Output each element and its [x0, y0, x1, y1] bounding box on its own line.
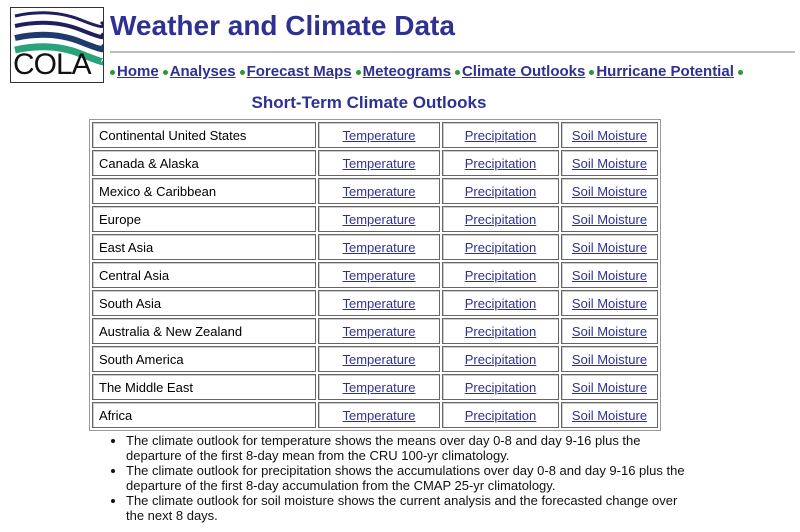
cell	[442, 402, 559, 428]
cell	[561, 206, 658, 232]
cell	[442, 122, 559, 148]
temperature-link[interactable]: Temperature	[342, 211, 416, 227]
cell	[561, 234, 658, 260]
soil-moisture-link[interactable]: Soil Moisture	[571, 407, 648, 423]
region-name: Central Asia	[92, 262, 316, 288]
soil-moisture-link[interactable]: Soil Moisture	[571, 379, 648, 395]
cell	[442, 150, 559, 176]
cell	[442, 178, 559, 204]
cell	[318, 122, 440, 148]
table-row	[92, 150, 658, 176]
outlooks-table	[89, 119, 661, 431]
region-name: Europe	[92, 206, 316, 232]
divider	[110, 51, 795, 53]
table-row	[92, 374, 658, 400]
cell	[561, 262, 658, 288]
cell	[318, 374, 440, 400]
notes-list	[108, 433, 686, 523]
bullet-icon	[163, 70, 168, 75]
bullet-icon	[738, 70, 743, 75]
temperature-link[interactable]: Temperature	[342, 239, 416, 255]
cell	[442, 318, 559, 344]
temperature-link[interactable]: Temperature	[342, 323, 416, 339]
bullet-icon	[356, 70, 361, 75]
cell	[318, 262, 440, 288]
precipitation-link[interactable]: Precipitation	[464, 379, 537, 395]
temperature-link[interactable]: Temperature	[342, 295, 416, 311]
nav-link-climate-outlooks[interactable]: Climate Outlooks	[461, 63, 586, 80]
cell	[318, 346, 440, 372]
page-title: Short-Term Climate Outlooks	[251, 93, 487, 112]
cell	[561, 150, 658, 176]
precipitation-link[interactable]: Precipitation	[464, 323, 537, 339]
table-row	[92, 178, 658, 204]
precipitation-link[interactable]: Precipitation	[464, 239, 537, 255]
nav-link-home[interactable]: Home	[117, 63, 159, 80]
temperature-link[interactable]: Temperature	[342, 267, 416, 283]
cell	[561, 346, 658, 372]
cell	[318, 402, 440, 428]
bullet-icon	[589, 70, 594, 75]
nav-link-forecast-maps[interactable]: Forecast Maps	[246, 63, 352, 80]
soil-moisture-link[interactable]: Soil Moisture	[571, 267, 648, 283]
region-name: East Asia	[92, 234, 316, 260]
bullet-icon	[110, 70, 115, 75]
cell	[318, 150, 440, 176]
region-name: South Asia	[92, 290, 316, 316]
soil-moisture-link[interactable]: Soil Moisture	[571, 127, 648, 143]
cell	[561, 374, 658, 400]
table-row	[92, 234, 658, 260]
cell	[561, 318, 658, 344]
region-name: Mexico & Caribbean	[92, 178, 316, 204]
nav-link-meteograms[interactable]: Meteograms	[362, 63, 451, 80]
cell	[318, 290, 440, 316]
region-name: Africa	[92, 402, 316, 428]
table-row	[92, 290, 658, 316]
cell	[318, 178, 440, 204]
precipitation-link[interactable]: Precipitation	[464, 183, 537, 199]
cell	[442, 374, 559, 400]
region-name: South America	[92, 346, 316, 372]
temperature-link[interactable]: Temperature	[342, 183, 416, 199]
cell	[318, 318, 440, 344]
nav-link-hurricane-potential[interactable]: Hurricane Potential	[596, 63, 734, 80]
cell	[561, 402, 658, 428]
soil-moisture-link[interactable]: Soil Moisture	[571, 351, 648, 367]
precipitation-link[interactable]: Precipitation	[464, 211, 537, 227]
bullet-icon	[455, 70, 460, 75]
soil-moisture-link[interactable]: Soil Moisture	[571, 155, 648, 171]
cell	[442, 346, 559, 372]
precipitation-link[interactable]: Precipitation	[464, 351, 537, 367]
logo-text: COLA	[13, 48, 91, 81]
cell	[442, 234, 559, 260]
cell	[561, 290, 658, 316]
site-title: Weather and Climate Data	[110, 10, 455, 41]
temperature-link[interactable]: Temperature	[342, 155, 416, 171]
cell	[561, 178, 658, 204]
soil-moisture-link[interactable]: Soil Moisture	[571, 323, 648, 339]
region-name: Australia & New Zealand	[92, 318, 316, 344]
note-soil-moisture: • The climate outlook for soil moisture shows the current analysis and the forecasted change over the next 8 days.	[126, 493, 686, 523]
cell	[318, 206, 440, 232]
precipitation-link[interactable]: Precipitation	[464, 127, 537, 143]
bullet-icon	[240, 70, 245, 75]
table-row	[92, 206, 658, 232]
precipitation-link[interactable]: Precipitation	[464, 407, 537, 423]
note-temperature: • The climate outlook for temperature shows the means over day 0-8 and day 9-16 plus the departure of the first 8-day mean from the CRU 100-yr climatology.	[126, 433, 686, 463]
nav-bar	[110, 63, 743, 80]
cell	[442, 206, 559, 232]
region-name: Canada & Alaska	[92, 150, 316, 176]
table-row	[92, 122, 658, 148]
soil-moisture-link[interactable]: Soil Moisture	[571, 211, 648, 227]
region-name: The Middle East	[92, 374, 316, 400]
temperature-link[interactable]: Temperature	[342, 407, 416, 423]
precipitation-link[interactable]: Precipitation	[464, 155, 537, 171]
table-row	[92, 262, 658, 288]
table-row	[92, 318, 658, 344]
nav-link-analyses[interactable]: Analyses	[169, 63, 236, 80]
precipitation-link[interactable]: Precipitation	[464, 295, 537, 311]
table-row	[92, 402, 658, 428]
cell	[561, 122, 658, 148]
cell	[442, 262, 559, 288]
region-name: Continental United States	[92, 122, 316, 148]
soil-moisture-link[interactable]: Soil Moisture	[571, 239, 648, 255]
temperature-link[interactable]: Temperature	[342, 379, 416, 395]
precipitation-link[interactable]: Precipitation	[464, 267, 537, 283]
temperature-link[interactable]: Temperature	[342, 351, 416, 367]
cell	[318, 234, 440, 260]
soil-moisture-link[interactable]: Soil Moisture	[571, 295, 648, 311]
cell	[442, 290, 559, 316]
cola-logo[interactable]	[10, 7, 104, 83]
note-precipitation: • The climate outlook for precipitation shows the accumulations over day 0-8 and day 9-16 plus the departure of the first 8-day accumulation from the CMAP 25-yr climatology.	[126, 463, 686, 493]
table-row	[92, 346, 658, 372]
temperature-link[interactable]: Temperature	[342, 127, 416, 143]
soil-moisture-link[interactable]: Soil Moisture	[571, 183, 648, 199]
